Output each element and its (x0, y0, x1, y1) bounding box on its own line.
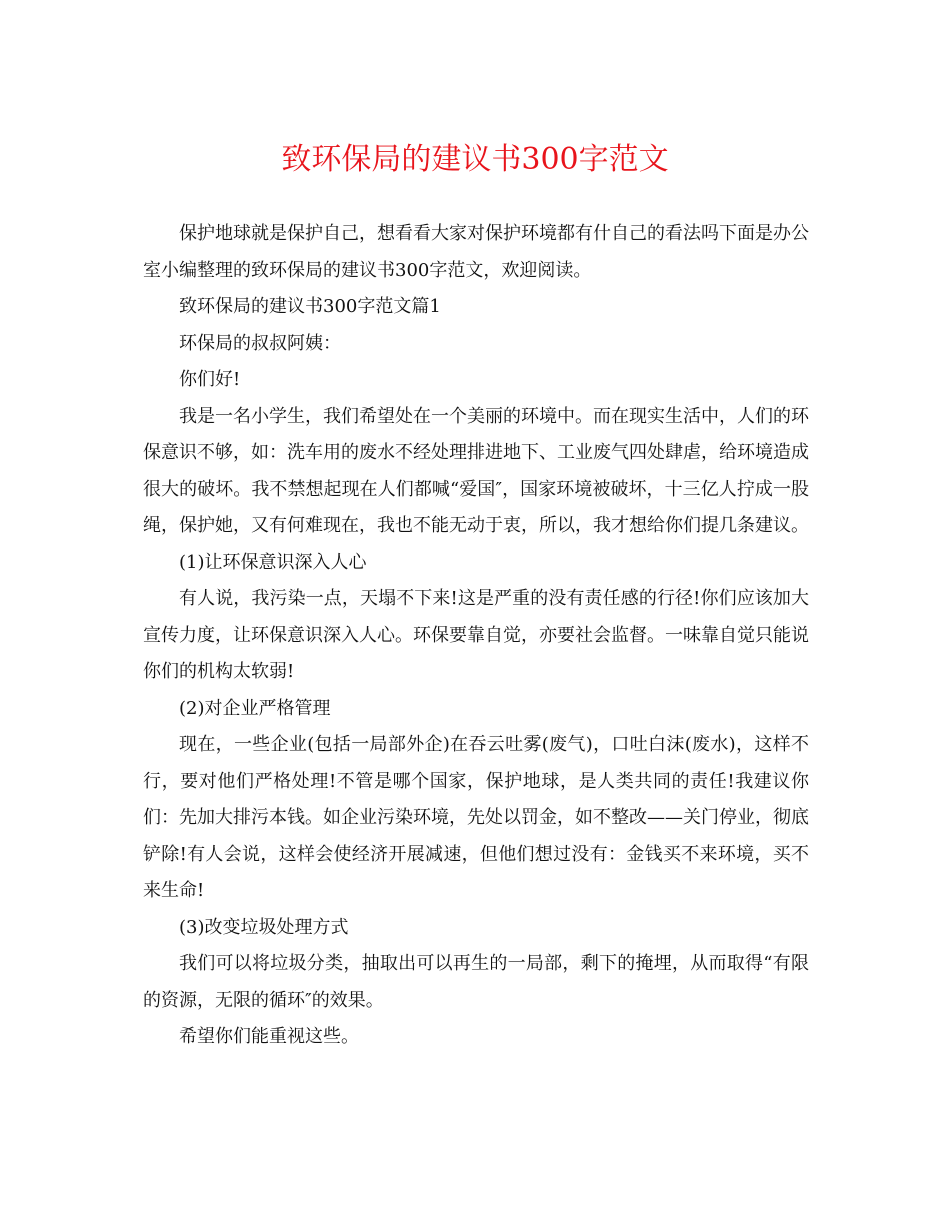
closing-paragraph: 希望你们能重视这些。 (179, 1026, 359, 1047)
document-title: 致环保局的建议书300字范文 (281, 142, 669, 177)
document-body (143, 216, 809, 1056)
suggestion-heading-3: (3)改变垃圾处理方式 (179, 916, 349, 938)
greeting: 你们好! (179, 369, 241, 390)
suggestion-heading-2: (2)对企业严格管理 (179, 697, 331, 719)
salutation: 环保局的叔叔阿姨： (179, 332, 341, 354)
body-paragraph: 有人说，我污染一点，天塌不下来!这是严重的没有责任感的行径!你们应该加大宣传力度，让环保意识深入人心。环保要靠自觉，亦要社会监督。一味靠自觉只能说你们的机构太软弱! (143, 588, 809, 682)
suggestion-heading-1: (1)让环保意识深入人心 (179, 551, 367, 573)
body-paragraph: 我是一名小学生，我们希望处在一个美丽的环境中。而在现实生活中，人们的环保意识不够，如：洗车用的废水不经处理排进地下、工业废气四处肆虐，给环境造成很大的破坏。我不禁想起现在人们都喊“爱国″，国家环境被破坏，十三亿人拧成一股绳，保护她，又有何难现在，我也不能无动于衷，所以，我才想给你们提几条建议。 (143, 405, 809, 536)
body-paragraph: 现在，一些企业(包括一局部外企)在吞云吐雾(废气)，口吐白沫(废水)，这样不行，要对他们严格处理!不管是哪个国家，保护地球，是人类共同的责任!我建议你们：先加大排污本钱。如企业污染环境，先处以罚金，如不整改——关门停业，彻底铲除!有人会说，这样会使经济开展减速，但他们想过没有：金钱买不来环境，买不来生命! (143, 734, 809, 901)
body-paragraph: 我们可以将垃圾分类，抽取出可以再生的一局部，剩下的掩埋，从而取得“有限的资源，无限的循环″的效果。 (143, 953, 809, 1011)
section-heading: 致环保局的建议书300字范文篇1 (179, 296, 441, 317)
intro-paragraph: 保护地球就是保护自己，想看看大家对保护环境都有什自己的看法吗下面是办公室小编整理的致环保局的建议书300字范文，欢迎阅读。 (143, 223, 809, 281)
